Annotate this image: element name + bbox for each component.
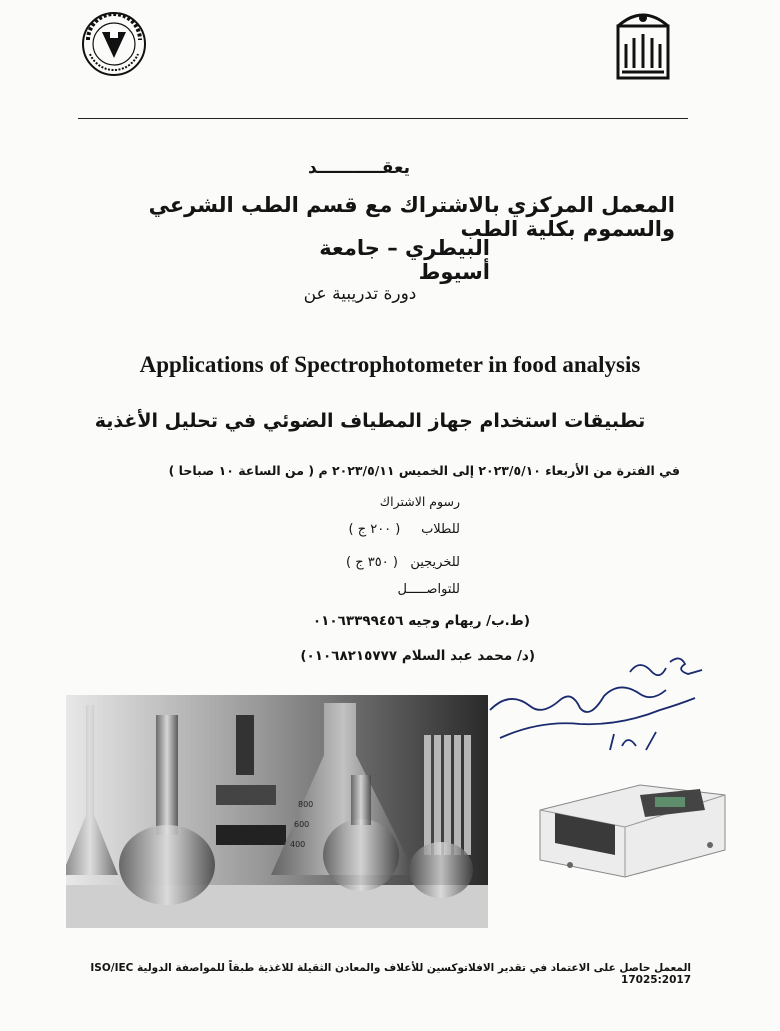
svg-text:600: 600 — [294, 820, 310, 829]
fee-students-amount: ( ٢٠٠ ج ) — [348, 522, 401, 537]
fee-graduates — [290, 555, 460, 570]
course-title-arabic: تطبيقات استخدام جهاز المطياف الضوئي في تحليل الأغذية — [94, 410, 646, 432]
course-title-english: Applications of Spectrophotometer in food analysis — [139, 352, 641, 377]
fee-students — [290, 522, 460, 537]
faculty-logo — [80, 10, 148, 78]
fees-label: رسوم الاشتراك — [379, 494, 460, 509]
contact-1: (ط.ب/ ريهام وجيه ٠١٠٦٣٣٩٩٤٥٦ — [312, 613, 530, 629]
course-about: دورة تدريبية عن — [303, 284, 417, 304]
course-period: في الفترة من الأربعاء ٢٠٢٣/٥/١٠ إلى الخميس ٢٠٢٣/٥/١١ م ( من الساعة ١٠ صباحا ) — [168, 463, 680, 478]
svg-text:800: 800 — [298, 800, 314, 809]
host-line-2: البيطري – جامعة أسيوط — [319, 236, 490, 284]
contact-2: (د/ محمد عبد السلام ٠١٠٦٨٢١٥٧٧٧) — [300, 648, 535, 664]
fee-graduates-label: للخريجين — [410, 555, 460, 570]
accreditation-footer: المعمل حاصل على الاعتماد في تقدير الافلاتوكسين للأعلاف والمعادن الثقيلة للاغذية طبقاً للمواصفة الدولية ISO/IEC 17025:2017 — [90, 962, 691, 986]
header-divider — [78, 118, 688, 119]
contact-label: للتواصـــــل — [397, 582, 460, 597]
fee-graduates-amount: ( ٣٥٠ ج ) — [346, 555, 398, 570]
svg-text:400: 400 — [290, 840, 306, 849]
organizes-heading: يعقـــــــــــد — [308, 158, 410, 178]
host-line-1: المعمل المركزي بالاشتراك مع قسم الطب الشرعي والسموم بكلية الطب — [148, 193, 675, 241]
fee-students-label: للطلاب — [421, 522, 460, 537]
laboratory-glassware-photo — [66, 695, 488, 928]
university-logo — [612, 8, 674, 80]
spectrophotometer-photo — [530, 765, 730, 880]
handwritten-signature — [480, 650, 720, 760]
